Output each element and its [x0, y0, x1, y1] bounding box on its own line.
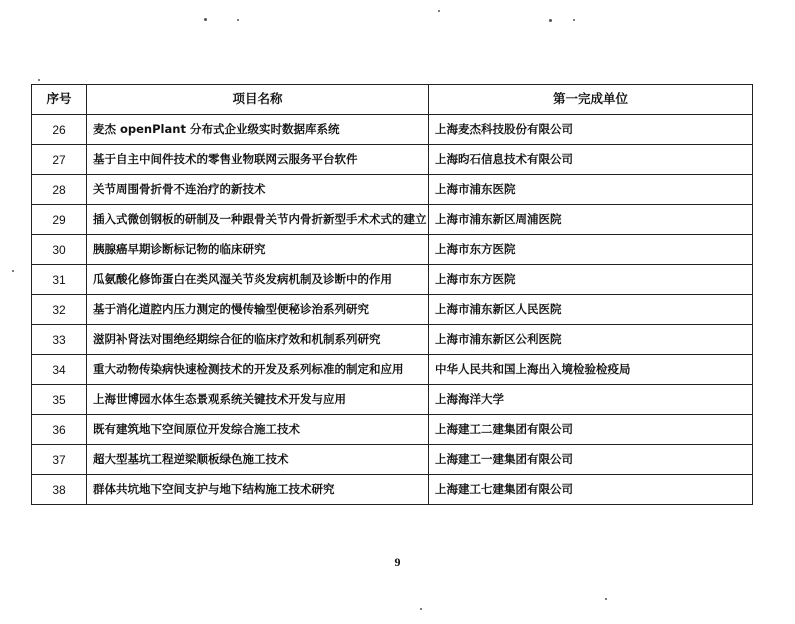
award-table [31, 84, 753, 505]
first-unit: 上海市东方医院 [429, 265, 753, 295]
first-unit: 上海建工七建集团有限公司 [429, 475, 753, 505]
serial-number: 32 [32, 295, 87, 325]
table-row [32, 205, 753, 235]
serial-number: 33 [32, 325, 87, 355]
first-unit: 上海市浦东新区周浦医院 [429, 205, 753, 235]
header-serial-number: 序号 [32, 85, 87, 115]
first-unit: 上海建工二建集团有限公司 [429, 415, 753, 445]
serial-number: 30 [32, 235, 87, 265]
project-name: 既有建筑地下空间原位开发综合施工技术 [87, 415, 429, 445]
table-row [32, 325, 753, 355]
first-unit: 上海市浦东新区人民医院 [429, 295, 753, 325]
table-row [32, 235, 753, 265]
table-row [32, 415, 753, 445]
table-row [32, 175, 753, 205]
first-unit: 上海建工一建集团有限公司 [429, 445, 753, 475]
first-unit: 中华人民共和国上海出入境检验检疫局 [429, 355, 753, 385]
table-row [32, 295, 753, 325]
page-number: 9 [394, 555, 401, 569]
project-name: 胰腺癌早期诊断标记物的临床研究 [87, 235, 429, 265]
project-name: 基于消化道腔内压力测定的慢传输型便秘诊治系列研究 [87, 295, 429, 325]
table-row [32, 355, 753, 385]
serial-number: 29 [32, 205, 87, 235]
table-row [32, 475, 753, 505]
table-row [32, 115, 753, 145]
project-name: 群体共坑地下空间支护与地下结构施工技术研究 [87, 475, 429, 505]
project-name: 重大动物传染病快速检测技术的开发及系列标准的制定和应用 [87, 355, 429, 385]
project-name: 上海世博园水体生态景观系统关键技术开发与应用 [87, 385, 429, 415]
project-name: 滋阴补肾法对围绝经期综合征的临床疗效和机制系列研究 [87, 325, 429, 355]
project-name: 关节周围骨折骨不连治疗的新技术 [87, 175, 429, 205]
project-name: 麦杰 openPlant 分布式企业级实时数据库系统 [87, 115, 429, 145]
table-row [32, 145, 753, 175]
serial-number: 31 [32, 265, 87, 295]
serial-number: 28 [32, 175, 87, 205]
header-first-unit: 第一完成单位 [429, 85, 753, 115]
first-unit: 上海市东方医院 [429, 235, 753, 265]
serial-number: 35 [32, 385, 87, 415]
first-unit: 上海市浦东医院 [429, 175, 753, 205]
serial-number: 34 [32, 355, 87, 385]
table-row [32, 385, 753, 415]
serial-number: 36 [32, 415, 87, 445]
first-unit: 上海昀石信息技术有限公司 [429, 145, 753, 175]
serial-number: 26 [32, 115, 87, 145]
project-name: 插入式微创钢板的研制及一种跟骨关节内骨折新型手术术式的建立 [87, 205, 429, 235]
header-project-name: 项目名称 [87, 85, 429, 115]
table-row [32, 445, 753, 475]
serial-number: 27 [32, 145, 87, 175]
first-unit: 上海市浦东新区公利医院 [429, 325, 753, 355]
project-name: 基于自主中间件技术的零售业物联网云服务平台软件 [87, 145, 429, 175]
table-row [32, 265, 753, 295]
serial-number: 38 [32, 475, 87, 505]
first-unit: 上海海洋大学 [429, 385, 753, 415]
first-unit: 上海麦杰科技股份有限公司 [429, 115, 753, 145]
project-name: 瓜氨酸化修饰蛋白在类风湿关节炎发病机制及诊断中的作用 [87, 265, 429, 295]
serial-number: 37 [32, 445, 87, 475]
project-name: 超大型基坑工程逆梁顺板绿色施工技术 [87, 445, 429, 475]
table-header-row [32, 85, 753, 115]
